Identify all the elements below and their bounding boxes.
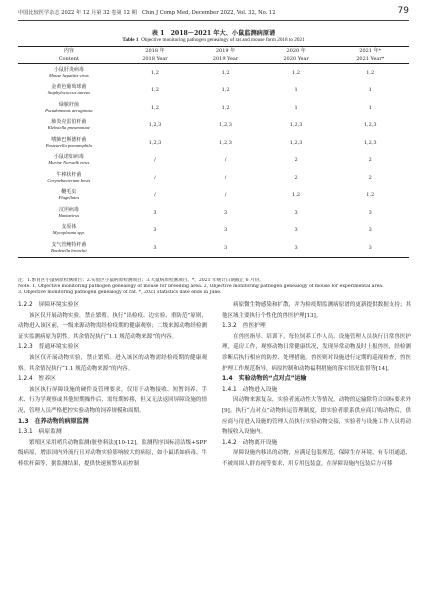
left-section-heading: 1.2.2 屏障环境实验区	[18, 302, 80, 308]
pathogen-name-cell	[18, 239, 120, 257]
header-2021-cn: 2021 年*	[331, 47, 409, 56]
monitoring-value-cell: 3	[331, 239, 409, 257]
pathogen-name-cell	[18, 117, 120, 135]
pathogen-name-cn: 支原体	[61, 224, 77, 231]
running-header	[18, 6, 409, 21]
monitoring-value-cell: 3	[190, 239, 261, 257]
pathogen-name-cell	[18, 99, 120, 117]
monitoring-value-cell: 3	[261, 239, 332, 257]
left-paragraph: 该区执行屏障设施的硬件及管理要求，仅用于动物接收、短暂饲养、手术、行为学观察或其他短期操作后，需每期转移，但又无法返回屏障设施的情况，管理人员严格把控实验动物的饲养规模和周期。	[18, 386, 207, 414]
header-2021-en: 2021 Year*	[331, 55, 409, 64]
pathogen-name-cell	[18, 222, 120, 240]
header-2018-en: 2018 Year	[120, 55, 191, 64]
monitoring-value-cell: 1,2	[292, 69, 301, 76]
monitoring-value-cell: 1,2	[150, 69, 159, 76]
monitoring-value-cell: 3	[368, 209, 372, 216]
header-2020-cn: 2020 年	[261, 47, 332, 56]
page-number: 79	[397, 6, 409, 16]
header-2019-en: 2019 Year	[190, 55, 261, 64]
monitoring-value-cell: 3	[223, 209, 228, 216]
header-2020-en: 2020 Year	[261, 55, 332, 64]
monitoring-value-cell: 1	[294, 104, 298, 111]
right-section-heading: 1.4.2 动物离开设施	[222, 439, 278, 446]
left-section-heading: 1.3 在养动物的病原监测	[18, 417, 89, 425]
header-2018-cn: 2018 年	[120, 47, 191, 56]
pathogen-name-cn: 肺炎克雷伯杆菌	[51, 119, 87, 126]
table-row	[18, 204, 409, 222]
pathogen-name-cn: 支气管鲍特杆菌	[51, 241, 87, 248]
table-header-row-cn	[18, 47, 409, 56]
pathogen-name-en: Klebsiella pneumoniae	[47, 125, 90, 131]
monitoring-value-cell: /	[224, 174, 227, 181]
table-caption-en	[0, 37, 427, 43]
pathogen-name-cn: 嗜肺巴斯德杆菌	[51, 136, 87, 143]
table-row	[18, 82, 409, 100]
table-row	[18, 222, 409, 240]
pathogen-name-cell	[18, 82, 120, 100]
monitoring-value-cell: 2	[294, 157, 298, 164]
monitoring-value-cell: 3	[223, 227, 228, 234]
left-paragraph: 该区仅开展动物实验，禁止繁殖。执行“出检疫、边实验、重防范”原则，动物进入该区前，一级来源动物需经检疫期的健康观察；二级来源动物经检测证实监测病原为阴性。其余情况执行“1.1 规范动物来源”的内容。	[18, 312, 207, 340]
pathogen-name-cn: 绿脓杆菌	[58, 101, 79, 108]
note-cn: 注：1.繁育区小鼠病原检测项目；2.实验区小鼠病原检测项目；3.大鼠病原检测项目。*，2021 年统计日期截止 6 月份。	[18, 278, 264, 283]
monitoring-value-cell: 2	[294, 174, 298, 181]
monitoring-value-cell: /	[154, 174, 156, 181]
right-paragraph: 屏障设施内移出的动物，应满足包装规范、保障生存环境、有专用通道、不被周围人群直视等要求，用专用包装盒，在屏障设施内包装后方可移	[222, 450, 411, 467]
left-section-heading: 1.2.4 暂养区	[18, 376, 56, 383]
journal-info: 中国比较医学杂志 2022 年 12 月第 32 卷第 12 期 Chin J Comp Med, December 2022, Vol. 32, No. 12	[18, 10, 276, 16]
monitoring-value-cell: 2	[368, 174, 372, 181]
left-section-heading: 1.2.3 普通环境实验区	[18, 344, 80, 351]
right-paragraph: 在兽医指导、培训下，每位饲养工作人员、设施管理人员执行日常兽医护理，巡房工作，观察动物日常健康状况，发现异常动物及时上报兽医，经检测诊断后执行相应的防控、处理措施。兽医则对设施进行定期的巡视检查，兽医护理工作规范指导，病原控制和动物福利措施的落实情况监督等[14]。	[222, 333, 411, 372]
header-2019-cn: 2019 年	[190, 47, 261, 56]
monitoring-value-cell: 3	[294, 209, 298, 216]
table-row	[18, 239, 409, 257]
pathogen-name-en: Pseudomonas aeruginosa	[45, 107, 93, 113]
pathogen-name-en: Bordetella bronchii	[50, 247, 87, 253]
left-paragraph: 繁殖区采用哨兵动物监测(脏垫料法)[10-12]，监测程序国标清洁级+SPF 级病原，增添国内外流行且对动物实验影响较大的病原，如小鼠诺如病毒、牛棒状杆菌等，据监测结果，提供快速预警从而控制	[18, 439, 207, 467]
pathogen-name-cell	[18, 64, 120, 82]
table-header-row-en	[18, 55, 409, 64]
table-label: Table 1	[122, 37, 139, 43]
left-section-heading: 1.3.1 病原监测	[18, 429, 62, 436]
pathogen-name-cell	[18, 204, 120, 222]
pathogen-name-cell	[18, 152, 120, 170]
pathogen-name-cn: 金黄色葡萄球菌	[51, 84, 87, 91]
note-en-1: Note. 1, Objective monitoring pathogen genealogy of mouse for breeding area. 2, Objective monitoring pathogen genealogy of mouse for experimental area.	[18, 284, 384, 290]
monitoring-value-cell: 3	[368, 227, 372, 234]
pathogen-name-cn: 牛棒状杆菌	[56, 171, 82, 178]
pathogen-name-cn: 鞭毛虫	[61, 189, 77, 196]
table-caption-cn: 表 1 2018～2021 年大、小鼠监测病原谱	[151, 30, 276, 37]
monitoring-value-cell: 1,2,3	[148, 122, 162, 129]
left-paragraph: 该区仅开展动物实验，禁止繁殖。进入该区的动物需经检疫期的健康观察。其余情况执行“1.1 规范动物来源”的内容。	[18, 354, 207, 372]
monitoring-value-cell: 1,2	[366, 69, 375, 76]
table-caption-text: Objective monitoring pathogen genealogy of rat and mouse form 2018 to 2021	[141, 37, 305, 43]
table-row	[18, 99, 409, 117]
pathogen-name-cell	[18, 187, 120, 205]
monitoring-value-cell: 1,2,3	[363, 139, 377, 146]
header-content-en: Content	[18, 55, 120, 64]
table-row	[18, 64, 409, 82]
monitoring-value-cell: 1,2	[221, 87, 230, 94]
pathogen-name-en: Flagellates	[58, 195, 80, 201]
right-section-heading: 1.4.1 动物进入设施	[222, 386, 278, 393]
right-paragraph: 因动物来源复杂，实验者流动性大等情况，动物的运输除符合国标要求外[9]，执行“点对点”动物转运管理制度，即实验者联系供应商订购动物后，供应商与待进入设施的管理人员执行实验动物交接，实验者与设施工作人员将动物接收入设施内。	[222, 397, 411, 436]
monitoring-value-cell: 1,2	[292, 192, 301, 199]
monitoring-value-cell: /	[224, 192, 227, 199]
monitoring-value-cell: 1,2	[150, 104, 159, 111]
pathogen-name-en: Mycoplasma spp.	[52, 230, 85, 236]
monitoring-value-cell: /	[224, 157, 227, 164]
pathogen-table	[18, 46, 409, 258]
pathogen-name-cell	[18, 169, 120, 187]
monitoring-value-cell: /	[154, 192, 156, 199]
note-en-2: 3, Objective monitoring pathogen genealogy of rat. *, 2021 statistics date ends in June.	[18, 290, 222, 296]
monitoring-value-cell: 1,2,3	[219, 122, 232, 129]
monitoring-value-cell: 1,2	[221, 69, 230, 76]
monitoring-value-cell: 1	[368, 87, 372, 94]
pathogen-name-en: Hantavirus	[58, 212, 80, 218]
monitoring-value-cell: 1,2	[366, 192, 375, 199]
monitoring-value-cell: 1,2,3	[289, 122, 303, 129]
right-paragraph: 病原微生物感染和扩散，并为检疫期监测病原谱的更新提供数据支持；其他区域主要执行个性化的兽医护理[13]。	[222, 302, 411, 319]
pathogen-name-cn: 小鼠诺如病毒	[53, 154, 84, 161]
table-body	[18, 64, 409, 258]
pathogen-name-en: Corynebacterium bovis	[47, 177, 91, 183]
pathogen-name-en: Pasteurella pneumophila	[45, 142, 92, 148]
monitoring-value-cell: 1,2	[150, 87, 159, 94]
monitoring-value-cell: 3	[120, 239, 191, 257]
table-row	[18, 152, 409, 170]
pathogen-name-cn: 小鼠肝炎病毒	[53, 66, 84, 73]
right-column	[222, 300, 411, 470]
monitoring-value-cell: 1,2,3	[148, 139, 162, 146]
header-content-cn: 内容	[18, 47, 120, 56]
table-row	[18, 134, 409, 152]
monitoring-value-cell: 1,2,3	[219, 139, 232, 146]
monitoring-value-cell: /	[154, 157, 156, 164]
pathogen-name-cell	[18, 134, 120, 152]
monitoring-value-cell: 1,2,3	[363, 122, 377, 129]
pathogen-name-en: Staphylococcus aureus	[47, 90, 90, 96]
table-row	[18, 117, 409, 135]
monitoring-value-cell: 1	[368, 104, 372, 111]
monitoring-value-cell: 3	[294, 227, 298, 234]
pathogen-name-en: Mouse hepatitis virus	[49, 72, 89, 78]
table-row	[18, 187, 409, 205]
monitoring-value-cell: 1,2	[221, 104, 230, 111]
pathogen-name-cn: 汉坦病毒	[58, 206, 79, 213]
monitoring-value-cell: 3	[153, 209, 157, 216]
monitoring-value-cell: 1,2,3	[289, 139, 303, 146]
pathogen-name-en: Murine Norwalk virus	[48, 160, 90, 166]
monitoring-value-cell: 2	[368, 157, 372, 164]
monitoring-value-cell: 1	[294, 87, 298, 94]
right-section-heading: 1.4 实验动物的“点对点”运输	[222, 375, 307, 383]
left-column	[18, 300, 207, 470]
table-notes	[18, 278, 409, 297]
table-row	[18, 169, 409, 187]
monitoring-value-cell: 3	[153, 227, 157, 234]
right-section-heading: 1.3.2 兽医护理	[222, 323, 266, 330]
